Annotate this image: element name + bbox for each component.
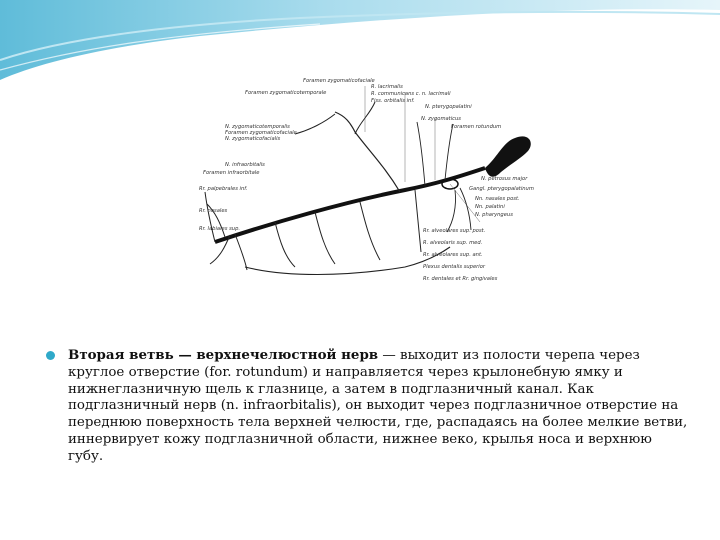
- bold-lead: Вторая ветвь — верхнечелюстной нерв: [68, 347, 379, 363]
- figure-label: Rr. alveolares sup. ant.: [423, 252, 483, 258]
- bullet-icon: [46, 351, 55, 360]
- figure-label: Foramen zygomaticotemporale: [245, 90, 327, 96]
- figure-label: Foramen zygomaticofaciale: [225, 130, 297, 136]
- figure-label: N. zygomaticofacialis: [225, 136, 281, 142]
- figure-label: R. communicans c. n. lacrimali: [371, 91, 451, 97]
- figure-label: R. lacrimalis: [371, 84, 403, 90]
- figure-label: R. alveolaris sup. med.: [423, 240, 483, 246]
- figure-label: N. petrosus major: [481, 176, 528, 182]
- paragraph: [68, 347, 688, 466]
- nerve-diagram: [185, 72, 545, 290]
- figure-label: Nn. nasales post.: [475, 196, 520, 202]
- figure-label: Foramen infraorbitale: [203, 170, 260, 176]
- figure-label: Rr. labiales sup.: [199, 226, 241, 232]
- figure-label: Plexus dentalis superior: [423, 264, 486, 270]
- figure-label: Rr. palpebrales inf.: [199, 186, 248, 192]
- figure-label: N. pharyngeus: [475, 212, 513, 218]
- figure-label: Foramen rotundum: [451, 124, 502, 130]
- figure-label: Rr. alveolares sup. post.: [423, 228, 486, 234]
- maxillary-nerve-illustration: [185, 72, 545, 290]
- figure-label: Rr. nasales: [199, 208, 228, 214]
- description-text: [48, 347, 688, 466]
- paragraph-body: — выходит из полости черепа через круглое отверстие (for. rotundum) и направляется через крылонебную ямку и нижнеглазничную щель к глазнице, а затем в подглазничный канал. Как подглазничный нерв (n. infraorbitalis), он выходит через подглазничное отверстие на переднюю поверхность тела верхней челюсти, где, распадаясь на более мелкие ветви, иннервирует кожу подглазничной области, нижнее веко, крылья носа и верхнюю губу.: [68, 348, 688, 464]
- figure-label: Gangl. pterygopalatinum: [469, 186, 534, 192]
- figure-label: N. zygomaticus: [421, 116, 461, 122]
- figure-label: N. pterygopalatini: [425, 104, 472, 110]
- figure-label: Nn. palatini: [475, 204, 505, 210]
- figure-label: N. infraorbitalis: [225, 162, 265, 168]
- figure-label: Foramen zygomaticofaciale: [303, 78, 375, 84]
- figure-label: N. zygomaticotemporalis: [225, 124, 290, 130]
- figure-label: Rr. dentales et Rr. gingivales: [423, 276, 498, 282]
- figure-label: Fiss. orbitalis inf.: [371, 98, 415, 104]
